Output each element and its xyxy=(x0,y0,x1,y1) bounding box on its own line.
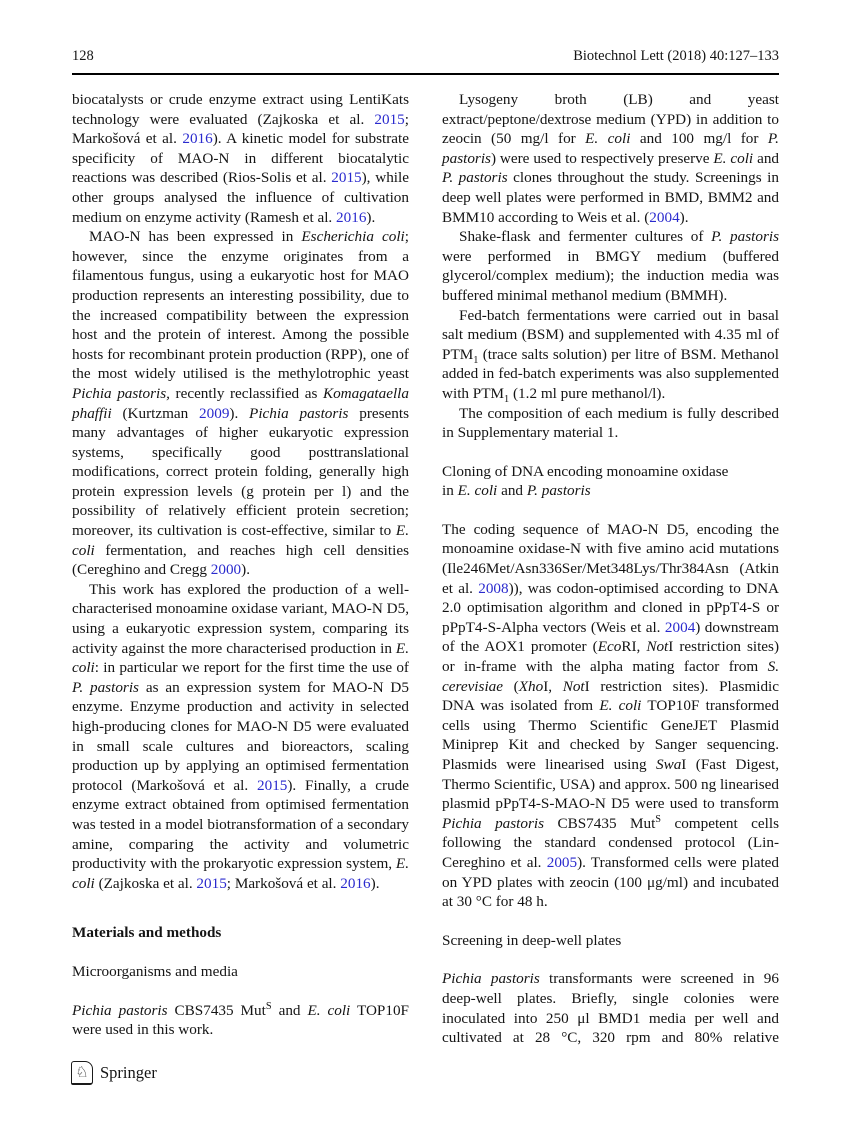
text-run: ). xyxy=(366,208,376,226)
subsection-heading xyxy=(442,462,779,501)
text-run: fermentation, and reaches high cell densities (Cereghino and Cregg xyxy=(72,541,409,579)
italic-text: Xho xyxy=(518,677,544,695)
text-run: TOP10F were used in this work. xyxy=(72,1001,410,1039)
italic-text: E. coli xyxy=(307,1001,351,1019)
text-run: I restriction sites) or in-frame with the alpha mating factor from xyxy=(442,638,780,676)
text-run: clones throughout the study. Screenings in deep well plates were performed in BMD, BMM2 and BMM10 according to Weis et al. ( xyxy=(442,169,779,226)
text-run: I (Fast Digest, Thermo Scientific, USA) and approx. 500 ng linearised plasmid pPpT4-S-MAO-N D5 were used to transform xyxy=(442,756,780,813)
text-run: competent cells following the standard condensed protocol (Lin-Cereghino et al. xyxy=(442,814,779,871)
italic-text: Eco xyxy=(597,638,622,656)
italic-text: Pichia pastoris xyxy=(442,970,540,988)
text-run: ( xyxy=(503,677,519,695)
citation-link[interactable]: 2016 xyxy=(340,874,371,892)
italic-text: E. coli xyxy=(72,855,409,892)
paragraph xyxy=(442,306,779,404)
italic-text: E. coli xyxy=(713,149,754,167)
italic-text: P. pastoris xyxy=(442,130,779,167)
journal-reference: Biotechnol Lett (2018) 40:127–133 xyxy=(573,48,779,64)
italic-text: Pichia pastoris xyxy=(442,814,545,832)
page-footer xyxy=(71,1061,157,1085)
italic-text: Escherichia coli xyxy=(301,228,405,246)
text-run: ) were used to respectively preserve xyxy=(490,149,714,167)
text-run: recently reclassified as xyxy=(169,384,323,402)
text-run: Shake-flask and fermenter cultures of xyxy=(459,228,712,246)
text-run: (1.2 ml pure methanol/l). xyxy=(509,384,666,402)
page-header xyxy=(72,47,779,65)
superscript-text: S xyxy=(265,1000,272,1012)
text-run: ), while other groups analysed the influence of cultivation medium on enzyme activity (Ramesh et al. xyxy=(72,169,409,226)
knight-glyph: ♘ xyxy=(75,1063,89,1081)
citation-link[interactable]: 2005 xyxy=(546,853,578,871)
text-run: and xyxy=(271,1001,308,1019)
italic-text: E. coli xyxy=(599,697,642,715)
paragraph xyxy=(442,227,779,305)
citation-link[interactable]: 2004 xyxy=(664,618,696,636)
italic-text: Komagataella phaffii xyxy=(72,384,409,422)
text-run: ). Transformed cells were plated on YPD plates with zeocin (100 μg/ml) and incubated at 30 °C for 48 h. xyxy=(442,853,779,911)
italic-text: Not xyxy=(562,677,585,695)
text-run: ). Finally, a crude enzyme extract obtained from optimised fermentation was tested in a model biotransformation of a secondary amine, comparing the activity and volumetric productivity with the prokaryotic expression system, xyxy=(72,776,409,873)
citation-link[interactable]: 2016 xyxy=(182,130,213,148)
text-run: (Zajkoska et al. xyxy=(94,874,197,892)
text-run: and 100 mg/l for xyxy=(630,130,768,148)
text-run: ; however, since the enzyme originates from a filamentous fungus, using a eukaryotic host for MAO production represents an interesting possibility, due to the increased compatibility between the expression host and the protein of interest. Among the possible hosts for recombinant protein production (RPP), one of the most widely utilised is the methylotrophic yeast xyxy=(72,228,409,383)
text-run: presents many advantages of higher eukaryotic expression systems, specifically good posttranslational modifications, correct protein folding, generally high protein expression levels (g protein per l) and the possibility of relatively efficient protein secretion; moreover, its cultivation is cost-effective, similar to xyxy=(72,404,409,540)
column-right xyxy=(442,90,779,1048)
text-run: The coding sequence of MAO-N D5, encoding the monoamine oxidase-N with five amino acid mutations (Ile246Met/Asn336Ser/Met348Lys/Thr384Asn (Atkin et al. xyxy=(442,520,779,597)
italic-text: Pichia pastoris, xyxy=(72,384,170,402)
text-run: )), was codon-optimised according to DNA 2.0 optimisation algorithm and cloned in pPpT4-S or pPpT4-S-Alpha vectors (Weis et al. xyxy=(442,579,780,636)
citation-link[interactable]: 2016 xyxy=(336,208,367,226)
text-run: ; Markošová et al. xyxy=(72,110,409,148)
text-run: The composition of each medium is fully described in Supplementary material 1. xyxy=(442,404,779,442)
italic-text: E. coli xyxy=(585,130,631,148)
text-run: Fed-batch fermentations were carried out in basal salt medium (BSM) and supplemented with 4.35 ml of PTM xyxy=(442,306,779,363)
column-left xyxy=(72,90,409,1048)
publisher-name: Springer xyxy=(100,1063,157,1082)
subscript-text: 1 xyxy=(504,393,510,405)
italic-text: E. coli xyxy=(457,482,498,500)
article-body xyxy=(72,90,779,1048)
text-run: in xyxy=(442,482,458,500)
paragraph xyxy=(442,404,779,443)
text-run: ) downstream of the AOX1 promoter ( xyxy=(442,618,779,656)
subsection-heading xyxy=(442,931,779,951)
text-run: Cloning of DNA encoding monoamine oxidase xyxy=(442,462,729,480)
paragraph xyxy=(442,520,779,912)
italic-text: Swa xyxy=(655,756,682,773)
citation-link[interactable]: 2009 xyxy=(199,404,230,422)
text-run: biocatalysts or crude enzyme extract using LentiKats technology were evaluated (Zajkoska et al. xyxy=(72,91,409,128)
text-run: and xyxy=(497,482,527,500)
paragraph xyxy=(442,969,779,1047)
paragraph xyxy=(72,90,409,227)
italic-text: Pichia pastoris xyxy=(249,404,349,422)
text-run: as an expression system for MAO-N D5 enzyme. Enzyme production and activity in selected high-producing clones for MAO-N D5 were evaluated in small scale cultures and bioreactors, scaling production up by applying an optimised fermentation protocol (Markošová et al. xyxy=(72,678,409,794)
text-run: CBS7435 Mut xyxy=(544,814,656,832)
citation-link[interactable]: 2015 xyxy=(196,874,227,892)
text-run: ; Markošová et al. xyxy=(226,874,341,892)
citation-link[interactable]: 2015 xyxy=(331,169,362,187)
superscript-text: S xyxy=(655,813,662,825)
text-run: RI, xyxy=(621,638,647,656)
text-run: transformants were screened in 96 deep-well plates. Briefly, single colonies were inoculated into 250 μl BMD1 media per well and cultivated at 28 °C, 320 rpm and 80% relative xyxy=(442,970,779,1047)
text-run: Screening in deep-well plates xyxy=(442,931,622,949)
italic-text: Not xyxy=(646,638,669,656)
paragraph xyxy=(442,90,779,227)
page-number: 128 xyxy=(72,48,94,64)
text-run: Lysogeny broth (LB) and yeast extract/peptone/dextrose medium (YPD) in addition to zeocin (50 mg/l for xyxy=(442,91,779,148)
text-run: Materials and methods xyxy=(72,924,222,942)
springer-horse-icon xyxy=(71,1061,93,1085)
citation-link[interactable]: 2008 xyxy=(478,579,509,597)
section-heading xyxy=(72,923,409,943)
text-run: (Kurtzman xyxy=(111,404,200,422)
text-run: were performed in BMGY medium (buffered glycerol/complex medium); the induction media was buffered minimal methanol medium (BMMH). xyxy=(442,247,779,304)
citation-link[interactable]: 2015 xyxy=(257,776,288,794)
text-run: : in particular we report for the first time the use of xyxy=(94,659,409,677)
text-run: ). xyxy=(241,561,250,579)
text-run: This work has explored the production of a well-characterised monoamine oxidase variant, MAO-N D5, using a eukaryotic expression system, comparing its activity against the more characterised production in xyxy=(72,580,409,657)
italic-text: E. coli xyxy=(72,522,409,559)
paragraph xyxy=(72,580,409,894)
header-rule xyxy=(72,73,779,75)
italic-text: S. cerevisiae xyxy=(442,658,779,695)
subsection-heading xyxy=(72,962,409,982)
paragraph xyxy=(72,1001,409,1040)
text-run: (trace salts solution) per litre of BSM. Methanol added in fed-batch experiments was also supplemented with PTM xyxy=(442,345,779,402)
text-run: CBS7435 Mut xyxy=(167,1001,266,1019)
text-run: ). xyxy=(679,208,689,226)
text-run: I restriction sites). Plasmidic DNA was isolated from xyxy=(442,677,780,715)
text-run: ). A kinetic model for substrate specificity of MAO-N in different biocatalytic reactions was described (Rios-Solis et al. xyxy=(72,130,409,187)
text-run: TOP10F transformed cells using Thermo Scientific GeneJET Plasmid Miniprep Kit and checked by Sanger sequencing. Plasmids were linearised using xyxy=(442,697,779,773)
italic-text: Pichia pastoris xyxy=(72,1001,168,1019)
text-run: Microorganisms and media xyxy=(72,962,238,980)
citation-link[interactable]: 2015 xyxy=(374,110,405,128)
paragraph xyxy=(72,227,409,580)
text-run: MAO-N has been expressed in xyxy=(89,228,302,246)
italic-text: E. coli xyxy=(72,639,409,677)
subscript-text: 1 xyxy=(473,354,479,366)
italic-text: P. pastoris xyxy=(526,482,591,500)
citation-link[interactable]: 2004 xyxy=(649,208,680,226)
italic-text: P. pastoris xyxy=(442,169,508,187)
italic-text: P. pastoris xyxy=(711,228,779,246)
text-run: ). xyxy=(370,874,380,892)
text-run: and xyxy=(753,149,780,167)
text-run: ). xyxy=(229,404,250,422)
citation-link[interactable]: 2000 xyxy=(210,561,242,579)
italic-text: P. pastoris xyxy=(72,678,139,696)
text-run: I, xyxy=(543,677,563,695)
